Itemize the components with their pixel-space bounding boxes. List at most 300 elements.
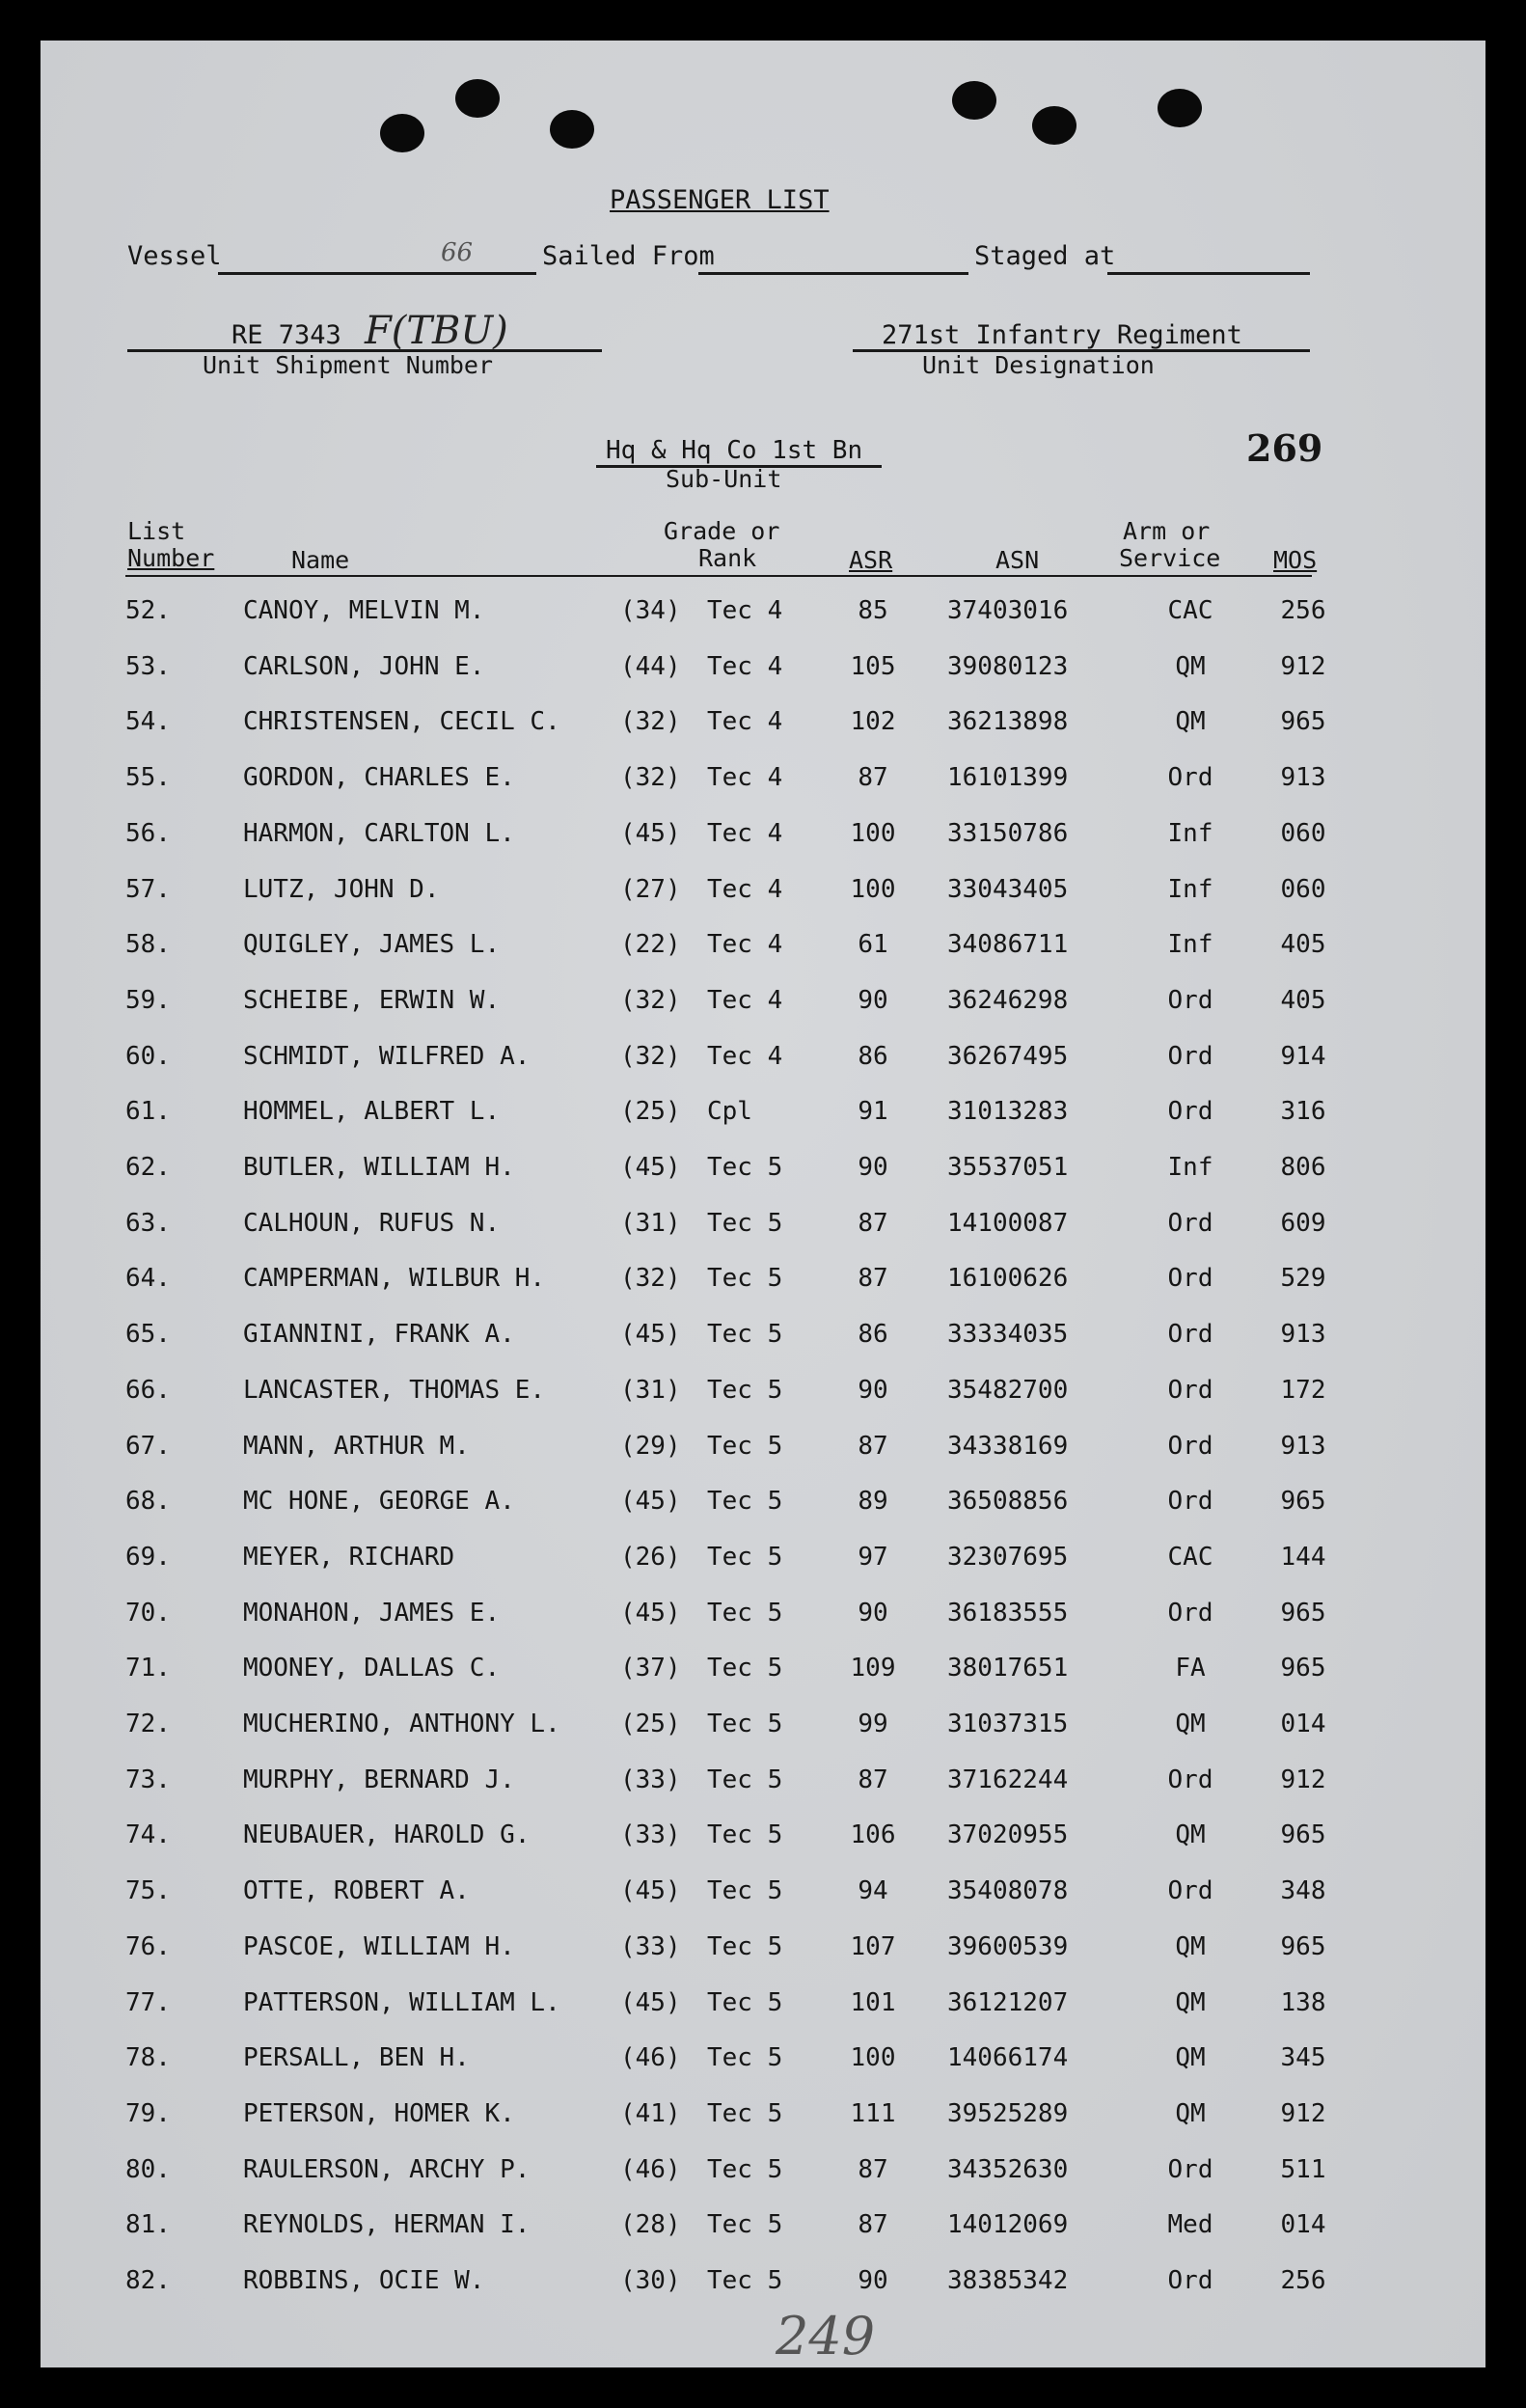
table-row	[41, 875, 1485, 914]
cell-asr: 90	[858, 1598, 888, 1628]
punch-hole	[380, 114, 424, 152]
sub-unit-label: Sub-Unit	[666, 465, 782, 493]
cell-grade: Tec 5	[707, 2098, 783, 2128]
table-row	[41, 1765, 1485, 1804]
cell-age: (45)	[620, 1876, 681, 1906]
shipment-handwritten: F(TBU)	[365, 309, 508, 353]
cell-arm: Inf	[1167, 1153, 1213, 1182]
cell-name: MURPHY, BERNARD J.	[243, 1765, 515, 1794]
cell-age: (33)	[620, 1931, 681, 1961]
cell-name: SCHMIDT, WILFRED A.	[243, 1041, 531, 1071]
cell-age: (37)	[620, 1654, 681, 1683]
cell-grade: Tec 5	[707, 1375, 783, 1405]
cell-num: 77.	[125, 1987, 171, 2017]
cell-name: PATTERSON, WILLIAM L.	[243, 1987, 560, 2017]
cell-num: 67.	[125, 1431, 171, 1461]
cell-grade: Tec 5	[707, 1598, 783, 1628]
shipment-number-label: Unit Shipment Number	[203, 351, 494, 379]
cell-grade: Tec 5	[707, 1487, 783, 1517]
punch-hole	[455, 79, 500, 118]
table-row	[41, 930, 1485, 969]
cell-arm: Inf	[1167, 874, 1213, 904]
cell-name: MANN, ARTHUR M.	[243, 1431, 470, 1461]
cell-name: HARMON, CARLTON L.	[243, 818, 515, 848]
cell-num: 69.	[125, 1542, 171, 1572]
cell-num: 64.	[125, 1264, 171, 1294]
table-row	[41, 1988, 1485, 2027]
cell-name: GORDON, CHARLES E.	[243, 763, 515, 793]
cell-grade: Tec 5	[707, 1654, 783, 1683]
cell-grade: Tec 5	[707, 1208, 783, 1238]
cell-asn: 16101399	[947, 763, 1069, 793]
table-row	[41, 1543, 1485, 1581]
cell-age: (41)	[620, 2098, 681, 2128]
cell-arm: QM	[1175, 1931, 1206, 1961]
cell-arm: Ord	[1167, 1431, 1213, 1461]
table-row	[41, 1487, 1485, 1525]
cell-num: 61.	[125, 1097, 171, 1127]
cell-grade: Tec 4	[707, 930, 783, 960]
cell-mos: 806	[1280, 1153, 1326, 1182]
cell-grade: Tec 4	[707, 596, 783, 625]
cell-asn: 14100087	[947, 1208, 1069, 1238]
cell-mos: 965	[1280, 1598, 1326, 1628]
cell-age: (31)	[620, 1375, 681, 1405]
vessel-line	[218, 272, 536, 275]
cell-mos: 014	[1280, 2210, 1326, 2240]
cell-asr: 61	[858, 930, 888, 960]
cell-age: (27)	[620, 874, 681, 904]
table-row	[41, 1376, 1485, 1414]
cell-num: 73.	[125, 1765, 171, 1794]
cell-name: HOMMEL, ALBERT L.	[243, 1097, 501, 1127]
cell-mos: 965	[1280, 1654, 1326, 1683]
cell-name: ROBBINS, OCIE W.	[243, 2266, 485, 2295]
cell-asr: 100	[850, 818, 896, 848]
cell-asr: 106	[850, 1820, 896, 1850]
cell-name: LANCASTER, THOMAS E.	[243, 1375, 546, 1405]
cell-grade: Tec 5	[707, 2210, 783, 2240]
cell-grade: Tec 4	[707, 707, 783, 737]
cell-grade: Tec 4	[707, 763, 783, 793]
table-row	[41, 1654, 1485, 1692]
cell-name: MEYER, RICHARD	[243, 1542, 455, 1572]
cell-asn: 36121207	[947, 1987, 1069, 2017]
footer-handwritten-number: 249	[776, 2306, 876, 2367]
cell-asr: 86	[858, 1041, 888, 1071]
cell-age: (26)	[620, 1542, 681, 1572]
cell-asn: 37162244	[947, 1765, 1069, 1794]
cell-arm: Med	[1167, 2210, 1213, 2240]
cell-asn: 37403016	[947, 596, 1069, 625]
unit-designation: 271st Infantry Regiment	[882, 320, 1242, 350]
cell-mos: 914	[1280, 1041, 1326, 1071]
cell-asn: 35408078	[947, 1876, 1069, 1906]
cell-mos: 965	[1280, 1820, 1326, 1850]
cell-num: 79.	[125, 2098, 171, 2128]
cell-asr: 87	[858, 2154, 888, 2184]
cell-arm: QM	[1175, 2043, 1206, 2073]
unit-designation-label: Unit Designation	[922, 351, 1155, 379]
cell-age: (25)	[620, 1097, 681, 1127]
vessel-value: 66	[441, 238, 474, 267]
cell-mos: 912	[1280, 1765, 1326, 1794]
cell-arm: QM	[1175, 2098, 1206, 2128]
table-row	[41, 596, 1485, 635]
cell-num: 80.	[125, 2154, 171, 2184]
cell-num: 58.	[125, 930, 171, 960]
cell-asr: 109	[850, 1654, 896, 1683]
col-list-number-2: Number	[127, 544, 215, 572]
cell-asn: 36213898	[947, 707, 1069, 737]
cell-asn: 38017651	[947, 1654, 1069, 1683]
cell-name: BUTLER, WILLIAM H.	[243, 1153, 515, 1182]
punch-hole	[1158, 89, 1202, 127]
table-row	[41, 1932, 1485, 1971]
cell-age: (45)	[620, 1987, 681, 2017]
cell-grade: Tec 5	[707, 1320, 783, 1350]
sub-unit: Hq & Hq Co 1st Bn	[606, 436, 863, 465]
cell-arm: Ord	[1167, 1097, 1213, 1127]
table-row	[41, 1097, 1485, 1136]
cell-name: LUTZ, JOHN D.	[243, 874, 440, 904]
cell-name: MUCHERINO, ANTHONY L.	[243, 1710, 560, 1738]
header-rule	[125, 575, 1312, 577]
cell-asn: 35537051	[947, 1153, 1069, 1182]
sailed-from-label: Sailed From	[542, 241, 715, 271]
table-row	[41, 1599, 1485, 1637]
cell-name: PERSALL, BEN H.	[243, 2043, 470, 2073]
cell-num: 72.	[125, 1710, 171, 1738]
cell-mos: 060	[1280, 874, 1326, 904]
cell-mos: 144	[1280, 1542, 1326, 1572]
cell-grade: Tec 4	[707, 985, 783, 1015]
table-row	[41, 707, 1485, 746]
vessel-label: Vessel	[127, 241, 222, 271]
cell-age: (45)	[620, 1598, 681, 1628]
cell-num: 74.	[125, 1820, 171, 1850]
cell-mos: 014	[1280, 1710, 1326, 1738]
cell-mos: 913	[1280, 1431, 1326, 1461]
cell-mos: 913	[1280, 1320, 1326, 1350]
cell-mos: 138	[1280, 1987, 1326, 2017]
cell-arm: QM	[1175, 1987, 1206, 2017]
cell-arm: Ord	[1167, 985, 1213, 1015]
cell-asr: 90	[858, 1375, 888, 1405]
cell-asr: 85	[858, 596, 888, 625]
cell-mos: 912	[1280, 651, 1326, 681]
cell-asn: 32307695	[947, 1542, 1069, 1572]
cell-asr: 90	[858, 1153, 888, 1182]
document-page	[41, 41, 1485, 2367]
cell-mos: 348	[1280, 1876, 1326, 1906]
cell-asr: 87	[858, 2210, 888, 2240]
shipment-number: RE 7343	[232, 320, 341, 350]
cell-name: CAMPERMAN, WILBUR H.	[243, 1264, 546, 1294]
cell-mos: 529	[1280, 1264, 1326, 1294]
col-arm-2: Service	[1119, 544, 1221, 572]
cell-mos: 965	[1280, 1931, 1326, 1961]
cell-asn: 39600539	[947, 1931, 1069, 1961]
cell-grade: Tec 5	[707, 1987, 783, 2017]
cell-age: (25)	[620, 1710, 681, 1738]
cell-num: 56.	[125, 818, 171, 848]
cell-grade: Cpl	[707, 1097, 752, 1127]
cell-asn: 14012069	[947, 2210, 1069, 2240]
cell-asr: 90	[858, 985, 888, 1015]
cell-grade: Tec 5	[707, 1542, 783, 1572]
cell-age: (46)	[620, 2154, 681, 2184]
cell-asn: 34352630	[947, 2154, 1069, 2184]
cell-age: (33)	[620, 1820, 681, 1850]
cell-asn: 14066174	[947, 2043, 1069, 2073]
cell-num: 63.	[125, 1208, 171, 1238]
col-grade-2: Rank	[698, 544, 757, 572]
cell-num: 71.	[125, 1654, 171, 1683]
cell-asn: 36246298	[947, 985, 1069, 1015]
cell-asr: 87	[858, 763, 888, 793]
cell-mos: 511	[1280, 2154, 1326, 2184]
table-row	[41, 2266, 1485, 2305]
cell-mos: 405	[1280, 930, 1326, 960]
cell-arm: Inf	[1167, 930, 1213, 960]
cell-grade: Tec 4	[707, 651, 783, 681]
table-row	[41, 2210, 1485, 2249]
punch-hole	[550, 110, 594, 149]
cell-asr: 87	[858, 1264, 888, 1294]
cell-asn: 39080123	[947, 651, 1069, 681]
cell-grade: Tec 5	[707, 2154, 783, 2184]
table-row	[41, 2155, 1485, 2194]
cell-arm: CAC	[1167, 596, 1213, 625]
cell-asr: 89	[858, 1487, 888, 1517]
cell-num: 55.	[125, 763, 171, 793]
cell-asr: 100	[850, 874, 896, 904]
cell-grade: Tec 4	[707, 1041, 783, 1071]
cell-age: (45)	[620, 818, 681, 848]
cell-num: 52.	[125, 596, 171, 625]
col-mos: MOS	[1273, 546, 1318, 574]
cell-asr: 99	[858, 1710, 888, 1738]
cell-asr: 111	[850, 2098, 896, 2128]
cell-arm: Ord	[1167, 2154, 1213, 2184]
cell-age: (32)	[620, 985, 681, 1015]
table-row	[41, 763, 1485, 802]
cell-arm: FA	[1175, 1654, 1206, 1683]
table-row	[41, 1820, 1485, 1859]
cell-age: (33)	[620, 1765, 681, 1794]
cell-age: (22)	[620, 930, 681, 960]
cell-asr: 100	[850, 2043, 896, 2073]
cell-grade: Tec 4	[707, 874, 783, 904]
cell-asr: 91	[858, 1097, 888, 1127]
cell-age: (32)	[620, 1041, 681, 1071]
cell-asn: 31013283	[947, 1097, 1069, 1127]
cell-num: 57.	[125, 874, 171, 904]
cell-mos: 060	[1280, 818, 1326, 848]
cell-mos: 256	[1280, 596, 1326, 625]
cell-name: MOONEY, DALLAS C.	[243, 1654, 501, 1683]
cell-grade: Tec 5	[707, 1153, 783, 1182]
cell-grade: Tec 5	[707, 1765, 783, 1794]
cell-asr: 94	[858, 1876, 888, 1906]
cell-age: (31)	[620, 1208, 681, 1238]
cell-asn: 33043405	[947, 874, 1069, 904]
cell-num: 62.	[125, 1153, 171, 1182]
cell-name: NEUBAUER, HAROLD G.	[243, 1820, 531, 1850]
cell-asn: 34338169	[947, 1431, 1069, 1461]
cell-mos: 965	[1280, 1487, 1326, 1517]
cell-name: MC HONE, GEORGE A.	[243, 1487, 515, 1517]
cell-asn: 16100626	[947, 1264, 1069, 1294]
cell-asr: 86	[858, 1320, 888, 1350]
cell-mos: 316	[1280, 1097, 1326, 1127]
cell-asn: 34086711	[947, 930, 1069, 960]
page-number: 269	[1246, 426, 1323, 470]
cell-mos: 405	[1280, 985, 1326, 1015]
table-row	[41, 1042, 1485, 1081]
cell-arm: Ord	[1167, 1487, 1213, 1517]
table-row	[41, 1432, 1485, 1470]
cell-asr: 105	[850, 651, 896, 681]
cell-name: REYNOLDS, HERMAN I.	[243, 2210, 531, 2240]
table-row	[41, 1710, 1485, 1748]
cell-asn: 33150786	[947, 818, 1069, 848]
cell-mos: 965	[1280, 707, 1326, 737]
staged-at-line	[1107, 272, 1310, 275]
cell-name: PASCOE, WILLIAM H.	[243, 1931, 515, 1961]
col-asn: ASN	[995, 546, 1040, 574]
cell-name: QUIGLEY, JAMES L.	[243, 930, 501, 960]
cell-arm: Ord	[1167, 1208, 1213, 1238]
cell-age: (32)	[620, 763, 681, 793]
cell-mos: 256	[1280, 2266, 1326, 2295]
cell-arm: Ord	[1167, 1264, 1213, 1294]
cell-grade: Tec 4	[707, 818, 783, 848]
punch-hole	[1032, 106, 1076, 145]
cell-age: (44)	[620, 651, 681, 681]
cell-grade: Tec 5	[707, 2266, 783, 2295]
cell-name: PETERSON, HOMER K.	[243, 2098, 515, 2128]
col-grade-1: Grade or	[664, 517, 780, 545]
cell-mos: 609	[1280, 1208, 1326, 1238]
page-title: PASSENGER LIST	[610, 185, 830, 215]
cell-arm: Inf	[1167, 818, 1213, 848]
cell-grade: Tec 5	[707, 2043, 783, 2073]
cell-name: CHRISTENSEN, CECIL C.	[243, 707, 560, 737]
punch-hole	[952, 81, 996, 120]
cell-asr: 101	[850, 1987, 896, 2017]
cell-num: 82.	[125, 2266, 171, 2295]
cell-asn: 36183555	[947, 1598, 1069, 1628]
cell-grade: Tec 5	[707, 1710, 783, 1738]
cell-grade: Tec 5	[707, 1264, 783, 1294]
cell-asn: 37020955	[947, 1820, 1069, 1850]
cell-asr: 87	[858, 1431, 888, 1461]
cell-asr: 102	[850, 707, 896, 737]
cell-num: 65.	[125, 1320, 171, 1350]
cell-num: 66.	[125, 1375, 171, 1405]
cell-mos: 172	[1280, 1375, 1326, 1405]
cell-age: (45)	[620, 1487, 681, 1517]
cell-name: GIANNINI, FRANK A.	[243, 1320, 515, 1350]
cell-grade: Tec 5	[707, 1931, 783, 1961]
col-list-number-1: List	[127, 517, 186, 545]
cell-arm: Ord	[1167, 1876, 1213, 1906]
cell-asr: 107	[850, 1931, 896, 1961]
cell-name: CANOY, MELVIN M.	[243, 596, 485, 625]
cell-arm: Ord	[1167, 1765, 1213, 1794]
cell-mos: 345	[1280, 2043, 1326, 2073]
cell-asn: 39525289	[947, 2098, 1069, 2128]
table-row	[41, 1320, 1485, 1358]
cell-asr: 87	[858, 1765, 888, 1794]
cell-arm: Ord	[1167, 2266, 1213, 2295]
cell-arm: QM	[1175, 1820, 1206, 1850]
cell-age: (28)	[620, 2210, 681, 2240]
col-name: Name	[291, 546, 350, 574]
cell-age: (45)	[620, 1153, 681, 1182]
cell-name: MONAHON, JAMES E.	[243, 1598, 501, 1628]
cell-name: CALHOUN, RUFUS N.	[243, 1208, 501, 1238]
cell-arm: QM	[1175, 707, 1206, 737]
cell-name: OTTE, ROBERT A.	[243, 1876, 470, 1906]
cell-age: (32)	[620, 1264, 681, 1294]
table-row	[41, 1876, 1485, 1915]
cell-mos: 913	[1280, 763, 1326, 793]
cell-age: (29)	[620, 1431, 681, 1461]
table-row	[41, 819, 1485, 858]
cell-num: 60.	[125, 1041, 171, 1071]
cell-num: 76.	[125, 1931, 171, 1961]
cell-num: 81.	[125, 2210, 171, 2240]
table-row	[41, 1264, 1485, 1302]
cell-asr: 97	[858, 1542, 888, 1572]
cell-grade: Tec 5	[707, 1820, 783, 1850]
col-asr: ASR	[849, 546, 893, 574]
cell-asn: 35482700	[947, 1375, 1069, 1405]
cell-num: 70.	[125, 1598, 171, 1628]
cell-asn: 33334035	[947, 1320, 1069, 1350]
cell-asr: 90	[858, 2266, 888, 2295]
cell-age: (30)	[620, 2266, 681, 2295]
cell-asn: 36267495	[947, 1041, 1069, 1071]
cell-num: 53.	[125, 651, 171, 681]
cell-arm: Ord	[1167, 1598, 1213, 1628]
cell-asn: 38385342	[947, 2266, 1069, 2295]
cell-name: RAULERSON, ARCHY P.	[243, 2154, 531, 2184]
cell-arm: CAC	[1167, 1542, 1213, 1572]
table-row	[41, 1209, 1485, 1247]
cell-asn: 36508856	[947, 1487, 1069, 1517]
cell-mos: 912	[1280, 2098, 1326, 2128]
table-row	[41, 986, 1485, 1025]
cell-num: 68.	[125, 1487, 171, 1517]
col-arm-1: Arm or	[1123, 517, 1211, 545]
cell-arm: Ord	[1167, 763, 1213, 793]
cell-num: 54.	[125, 707, 171, 737]
cell-arm: Ord	[1167, 1320, 1213, 1350]
table-row	[41, 652, 1485, 691]
sailed-from-line	[698, 272, 968, 275]
table-row	[41, 2043, 1485, 2082]
table-row	[41, 2099, 1485, 2138]
cell-grade: Tec 5	[707, 1876, 783, 1906]
cell-arm: Ord	[1167, 1041, 1213, 1071]
cell-name: SCHEIBE, ERWIN W.	[243, 985, 501, 1015]
cell-arm: QM	[1175, 1710, 1206, 1738]
cell-age: (32)	[620, 707, 681, 737]
